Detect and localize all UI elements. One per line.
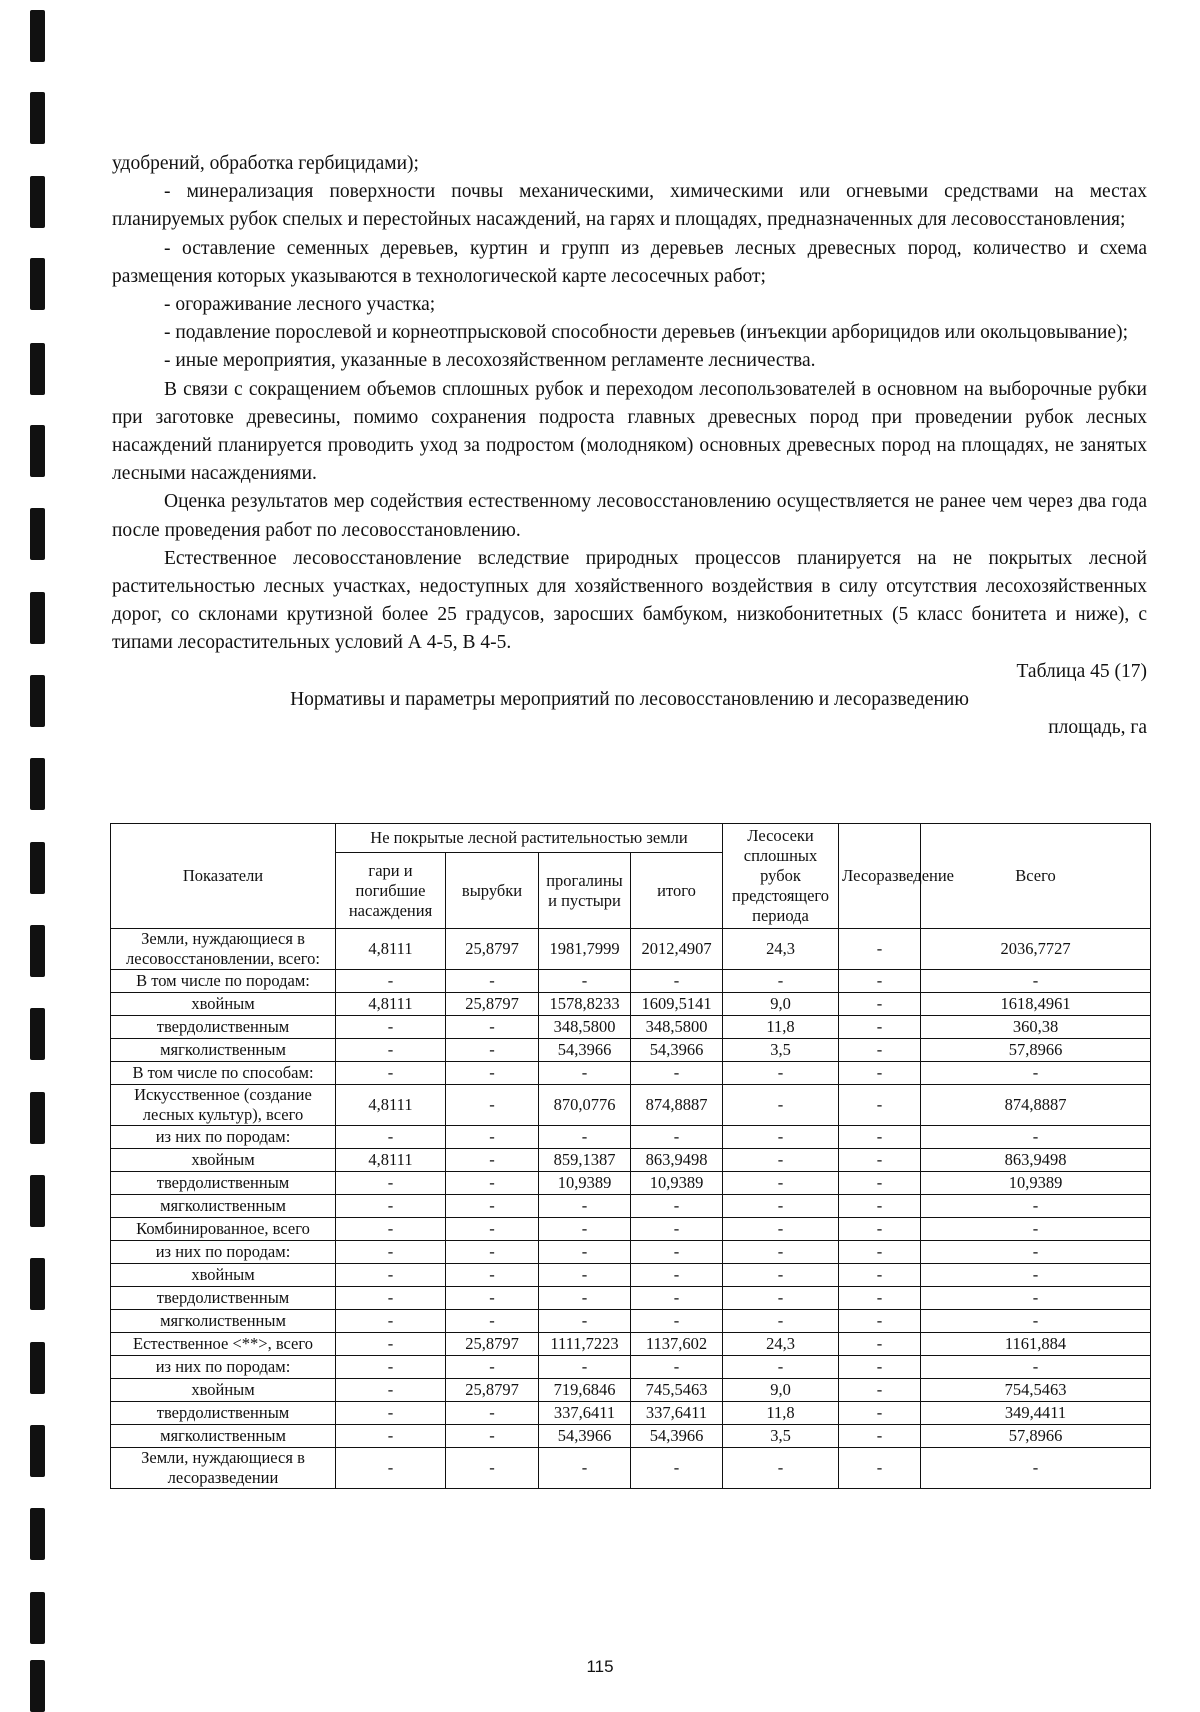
table-row: [111, 1085, 1151, 1126]
cell-afforestation: -: [839, 1425, 921, 1448]
cell-glades: -: [539, 1126, 631, 1149]
cell-subtotal: -: [631, 1448, 723, 1489]
cell-total: 1618,4961: [921, 993, 1151, 1016]
cell-cuttings: -: [446, 1425, 539, 1448]
row-label: хвойным: [111, 993, 336, 1016]
table-row: [111, 1402, 1151, 1425]
binding-mark: [30, 842, 45, 894]
cell-clearcuts: 24,3: [723, 929, 839, 970]
cell-afforestation: -: [839, 1379, 921, 1402]
cell-burned: -: [336, 1402, 446, 1425]
cell-glades: -: [539, 1241, 631, 1264]
cell-afforestation: -: [839, 1062, 921, 1085]
cell-glades: -: [539, 1264, 631, 1287]
table-row: [111, 1218, 1151, 1241]
cell-clearcuts: 3,5: [723, 1039, 839, 1062]
cell-total: 863,9498: [921, 1149, 1151, 1172]
table-row: [111, 1425, 1151, 1448]
cell-cuttings: 25,8797: [446, 1333, 539, 1356]
cell-clearcuts: -: [723, 1287, 839, 1310]
table-row: [111, 1448, 1151, 1489]
cell-clearcuts: -: [723, 1195, 839, 1218]
cell-glades: 54,3966: [539, 1425, 631, 1448]
cell-burned: -: [336, 1016, 446, 1039]
cell-total: -: [921, 1062, 1151, 1085]
cell-subtotal: 54,3966: [631, 1039, 723, 1062]
cell-afforestation: -: [839, 1310, 921, 1333]
cell-afforestation: -: [839, 1149, 921, 1172]
cell-burned: 4,8111: [336, 1149, 446, 1172]
cell-cuttings: 25,8797: [446, 929, 539, 970]
cell-total: 349,4411: [921, 1402, 1151, 1425]
cell-clearcuts: 9,0: [723, 993, 839, 1016]
cell-afforestation: -: [839, 1016, 921, 1039]
cell-cuttings: -: [446, 1448, 539, 1489]
table-row: [111, 1241, 1151, 1264]
cell-glades: -: [539, 1218, 631, 1241]
cell-cuttings: -: [446, 1241, 539, 1264]
cell-subtotal: 348,5800: [631, 1016, 723, 1039]
cell-burned: -: [336, 1333, 446, 1356]
norms-table: [110, 823, 1151, 1489]
list-item: - оставление семенных деревьев, куртин и групп из деревьев лесных древесных пород, количество и схема размещения которых указываются в технологической карте лесосечных работ;: [112, 237, 1147, 287]
cell-total: -: [921, 1448, 1151, 1489]
list-item: - огораживание лесного участка;: [164, 294, 436, 316]
binding-mark: [30, 925, 45, 977]
cell-glades: -: [539, 1448, 631, 1489]
cell-total: -: [921, 1241, 1151, 1264]
row-label: твердолиственным: [111, 1287, 336, 1310]
binding-mark: [30, 425, 45, 477]
cell-clearcuts: -: [723, 1062, 839, 1085]
cell-glades: 870,0776: [539, 1085, 631, 1126]
table-row: [111, 993, 1151, 1016]
cell-clearcuts: -: [723, 1310, 839, 1333]
row-label: твердолиственным: [111, 1402, 336, 1425]
binding-mark: [30, 343, 45, 395]
paragraph: В связи с сокращением объемов сплошных рубок и переходом лесопользователей в основном на выборочные рубки при заготовке древесины, помимо сохранения подроста главных древесных пород при проведении рубок лесных насаждений планируется проводить уход за подростом (молодняком) основных древесных пород на площадях, не занятых лесными насаждениями.: [112, 378, 1147, 485]
table-row: [111, 1149, 1151, 1172]
cell-afforestation: -: [839, 993, 921, 1016]
binding-mark: [30, 258, 45, 310]
table-number: Таблица 45 (17): [1016, 660, 1147, 682]
cell-burned: -: [336, 1172, 446, 1195]
cell-clearcuts: 11,8: [723, 1016, 839, 1039]
binding-mark: [30, 1592, 45, 1644]
paragraph: Оценка результатов мер содействия естественному лесовосстановлению осуществляется не ранее чем через два года после проведения работ по лесовосстановлению.: [112, 491, 1147, 541]
cell-cuttings: -: [446, 1085, 539, 1126]
cell-subtotal: -: [631, 970, 723, 993]
cell-afforestation: -: [839, 1195, 921, 1218]
cell-subtotal: -: [631, 1062, 723, 1085]
table-row: [111, 1126, 1151, 1149]
cell-total: 2036,7727: [921, 929, 1151, 970]
cell-total: 1161,884: [921, 1333, 1151, 1356]
cell-burned: -: [336, 1287, 446, 1310]
header-afforestation: Лесоразведение: [839, 824, 921, 929]
cell-cuttings: -: [446, 1172, 539, 1195]
cell-cuttings: -: [446, 1126, 539, 1149]
cell-cuttings: -: [446, 1402, 539, 1425]
binding-mark: [30, 1258, 45, 1310]
cell-burned: -: [336, 1062, 446, 1085]
cell-burned: -: [336, 1195, 446, 1218]
cell-afforestation: -: [839, 1126, 921, 1149]
row-label: Естественное <**>, всего: [111, 1333, 336, 1356]
cell-cuttings: -: [446, 1218, 539, 1241]
cell-cuttings: -: [446, 1039, 539, 1062]
cell-burned: -: [336, 1039, 446, 1062]
cell-cuttings: -: [446, 1310, 539, 1333]
cell-afforestation: -: [839, 1039, 921, 1062]
row-label: твердолиственным: [111, 1172, 336, 1195]
cell-cuttings: -: [446, 1149, 539, 1172]
row-label: из них по породам:: [111, 1126, 336, 1149]
header-clearcuts: Лесосеки сплошных рубок предстоящего периода: [723, 824, 839, 929]
cell-burned: 4,8111: [336, 929, 446, 970]
cell-total: -: [921, 1264, 1151, 1287]
cell-glades: 719,6846: [539, 1379, 631, 1402]
cell-subtotal: -: [631, 1218, 723, 1241]
cell-glades: -: [539, 1062, 631, 1085]
cell-subtotal: 1609,5141: [631, 993, 723, 1016]
cell-glades: 10,9389: [539, 1172, 631, 1195]
row-label: Земли, нуждающиеся в лесовосстановлении, всего:: [111, 929, 336, 970]
header-indicator: Показатели: [111, 824, 336, 929]
header-group: Не покрытые лесной растительностью земли: [336, 824, 723, 853]
table-row: [111, 1333, 1151, 1356]
cell-burned: -: [336, 1241, 446, 1264]
row-label: Комбинированное, всего: [111, 1218, 336, 1241]
cell-clearcuts: -: [723, 1448, 839, 1489]
cell-total: 360,38: [921, 1016, 1151, 1039]
table-row: [111, 1379, 1151, 1402]
table-row: [111, 929, 1151, 970]
cell-burned: -: [336, 1218, 446, 1241]
row-label: мягколиственным: [111, 1195, 336, 1218]
cell-total: 754,5463: [921, 1379, 1151, 1402]
table-row: [111, 1310, 1151, 1333]
binding-mark: [30, 1425, 45, 1477]
cell-total: 57,8966: [921, 1039, 1151, 1062]
header-burned: гари и погибшие насаждения: [336, 853, 446, 929]
table-row: [111, 1062, 1151, 1085]
row-label: из них по породам:: [111, 1241, 336, 1264]
cell-total: 874,8887: [921, 1085, 1151, 1126]
cell-total: -: [921, 1218, 1151, 1241]
cell-cuttings: -: [446, 1062, 539, 1085]
cell-burned: -: [336, 970, 446, 993]
table-row: [111, 970, 1151, 993]
binding-mark: [30, 1342, 45, 1394]
paragraph: Естественное лесовосстановление вследствие природных процессов планируется на не покрытых лесной растительностью лесных участках, недоступных для хозяйственного воздействия в силу отсутствия лесохозяйственных дорог, со склонами крутизной более 25 градусов, заросших бамбуком, низкобонитетных (5 класс бонитета и ниже), с типами лесорастительных условий А 4-5, В 4-5.: [112, 547, 1147, 654]
row-label: Искусственное (создание лесных культур), всего: [111, 1085, 336, 1126]
cell-cuttings: -: [446, 970, 539, 993]
cell-cuttings: -: [446, 1287, 539, 1310]
cell-total: -: [921, 1126, 1151, 1149]
binding-mark: [30, 1508, 45, 1560]
cell-burned: -: [336, 1126, 446, 1149]
table-title: Нормативы и параметры мероприятий по лесовосстановлению и лесоразведению: [290, 688, 969, 710]
cell-glades: 54,3966: [539, 1039, 631, 1062]
row-label: мягколиственным: [111, 1425, 336, 1448]
binding-mark: [30, 675, 45, 727]
cell-glades: 859,1387: [539, 1149, 631, 1172]
cell-afforestation: -: [839, 1085, 921, 1126]
binding-mark: [30, 758, 45, 810]
cell-subtotal: -: [631, 1126, 723, 1149]
page-number: 115: [586, 1657, 614, 1676]
cell-clearcuts: -: [723, 970, 839, 993]
table-row: [111, 1264, 1151, 1287]
cell-glades: -: [539, 1195, 631, 1218]
cell-burned: -: [336, 1310, 446, 1333]
cell-burned: -: [336, 1356, 446, 1379]
row-label: мягколиственным: [111, 1039, 336, 1062]
binding-mark: [30, 92, 45, 144]
binding-mark: [30, 592, 45, 644]
header-glades: прогалины и пустыри: [539, 853, 631, 929]
cell-total: -: [921, 1310, 1151, 1333]
cell-afforestation: -: [839, 1356, 921, 1379]
binding-mark: [30, 10, 45, 62]
table-row: [111, 1172, 1151, 1195]
row-label: Земли, нуждающиеся в лесоразведении: [111, 1448, 336, 1489]
cell-clearcuts: -: [723, 1241, 839, 1264]
cell-subtotal: -: [631, 1310, 723, 1333]
binding-mark: [30, 1008, 45, 1060]
cell-glades: -: [539, 1356, 631, 1379]
cell-cuttings: 25,8797: [446, 1379, 539, 1402]
list-item: - подавление порослевой и корнеотпрысковой способности деревьев (инъекции арборицидов или окольцовывание);: [164, 322, 1129, 344]
cell-total: 57,8966: [921, 1425, 1151, 1448]
cell-glades: 1111,7223: [539, 1333, 631, 1356]
page-body: [112, 150, 1147, 742]
cell-total: -: [921, 1356, 1151, 1379]
cell-afforestation: -: [839, 1264, 921, 1287]
list-item: - минерализация поверхности почвы механическими, химическими или огневыми средствами на местах планируемых рубок спелых и перестойных насаждений, на гарях и площадях, предназначенных для лесовосстановления;: [112, 181, 1147, 231]
table-row: [111, 1039, 1151, 1062]
cell-burned: -: [336, 1425, 446, 1448]
binding-mark: [30, 176, 45, 228]
cell-burned: -: [336, 1379, 446, 1402]
cell-subtotal: -: [631, 1356, 723, 1379]
cell-subtotal: 874,8887: [631, 1085, 723, 1126]
cell-subtotal: -: [631, 1241, 723, 1264]
cell-afforestation: -: [839, 929, 921, 970]
cell-clearcuts: 24,3: [723, 1333, 839, 1356]
cell-afforestation: -: [839, 1287, 921, 1310]
cell-subtotal: -: [631, 1195, 723, 1218]
cell-afforestation: -: [839, 1333, 921, 1356]
cell-afforestation: -: [839, 1172, 921, 1195]
binding-mark: [30, 1175, 45, 1227]
cell-afforestation: -: [839, 970, 921, 993]
row-label: твердолиственным: [111, 1016, 336, 1039]
header-cuttings: вырубки: [446, 853, 539, 929]
cell-clearcuts: -: [723, 1085, 839, 1126]
cell-cuttings: -: [446, 1264, 539, 1287]
cell-glades: 337,6411: [539, 1402, 631, 1425]
cell-cuttings: -: [446, 1195, 539, 1218]
cell-clearcuts: -: [723, 1172, 839, 1195]
cell-subtotal: -: [631, 1264, 723, 1287]
row-label: из них по породам:: [111, 1356, 336, 1379]
cell-clearcuts: -: [723, 1264, 839, 1287]
cell-afforestation: -: [839, 1241, 921, 1264]
cell-clearcuts: -: [723, 1218, 839, 1241]
cell-subtotal: 745,5463: [631, 1379, 723, 1402]
row-label: В том числе по породам:: [111, 970, 336, 993]
cell-total: -: [921, 1287, 1151, 1310]
cell-cuttings: -: [446, 1016, 539, 1039]
cell-glades: 348,5800: [539, 1016, 631, 1039]
cell-total: -: [921, 970, 1151, 993]
cell-afforestation: -: [839, 1448, 921, 1489]
cell-clearcuts: -: [723, 1356, 839, 1379]
cell-burned: -: [336, 1448, 446, 1489]
cell-total: -: [921, 1195, 1151, 1218]
cell-subtotal: 10,9389: [631, 1172, 723, 1195]
cell-glades: -: [539, 1310, 631, 1333]
list-item: - иные мероприятия, указанные в лесохозяйственном регламенте лесничества.: [164, 350, 816, 372]
cell-clearcuts: 9,0: [723, 1379, 839, 1402]
cell-clearcuts: 3,5: [723, 1425, 839, 1448]
cell-subtotal: 2012,4907: [631, 929, 723, 970]
cell-subtotal: 863,9498: [631, 1149, 723, 1172]
cell-burned: -: [336, 1264, 446, 1287]
paragraph: удобрений, обработка гербицидами);: [112, 153, 419, 174]
header-total: Всего: [921, 824, 1151, 929]
cell-subtotal: -: [631, 1287, 723, 1310]
cell-subtotal: 1137,602: [631, 1333, 723, 1356]
cell-clearcuts: -: [723, 1126, 839, 1149]
cell-total: 10,9389: [921, 1172, 1151, 1195]
cell-glades: 1981,7999: [539, 929, 631, 970]
row-label: мягколиственным: [111, 1310, 336, 1333]
cell-glades: 1578,8233: [539, 993, 631, 1016]
cell-afforestation: -: [839, 1218, 921, 1241]
cell-burned: 4,8111: [336, 993, 446, 1016]
table-row: [111, 1195, 1151, 1218]
cell-burned: 4,8111: [336, 1085, 446, 1126]
binding-strip: [0, 0, 60, 1710]
row-label: хвойным: [111, 1379, 336, 1402]
cell-glades: -: [539, 1287, 631, 1310]
binding-mark: [30, 1092, 45, 1144]
table-row: [111, 1356, 1151, 1379]
table-row: [111, 1016, 1151, 1039]
cell-subtotal: 337,6411: [631, 1402, 723, 1425]
binding-mark: [30, 508, 45, 560]
row-label: хвойным: [111, 1264, 336, 1287]
cell-cuttings: 25,8797: [446, 993, 539, 1016]
header-subtotal: итого: [631, 853, 723, 929]
row-label: хвойным: [111, 1149, 336, 1172]
row-label: В том числе по способам:: [111, 1062, 336, 1085]
cell-afforestation: -: [839, 1402, 921, 1425]
cell-clearcuts: 11,8: [723, 1402, 839, 1425]
cell-cuttings: -: [446, 1356, 539, 1379]
cell-clearcuts: -: [723, 1149, 839, 1172]
table-units: площадь, га: [1048, 716, 1147, 738]
cell-subtotal: 54,3966: [631, 1425, 723, 1448]
table-row: [111, 1287, 1151, 1310]
cell-glades: -: [539, 970, 631, 993]
